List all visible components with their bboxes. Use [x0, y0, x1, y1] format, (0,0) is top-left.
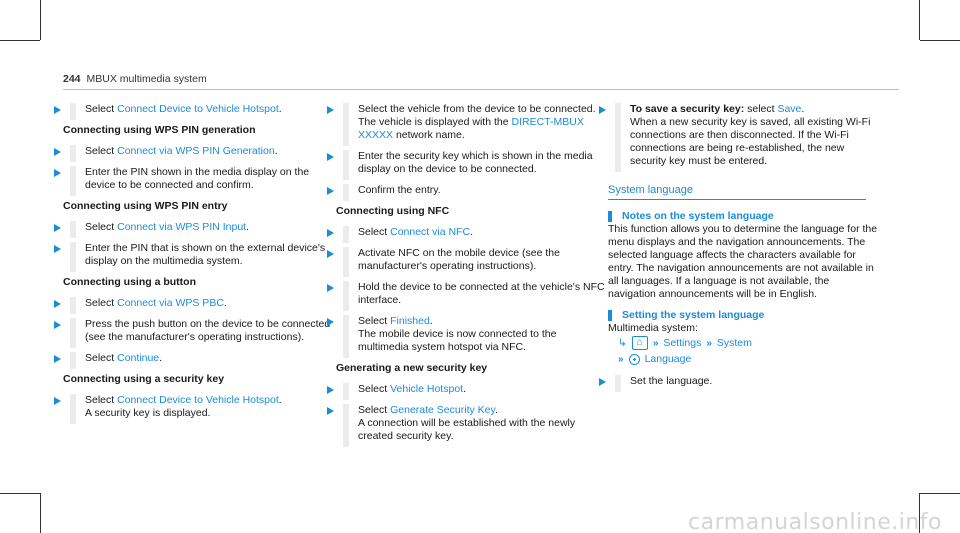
menu-item-link[interactable]: Vehicle Hotspot — [390, 383, 464, 395]
step-arrow-icon — [54, 106, 61, 114]
menu-item-link[interactable]: Connect via WPS PIN Generation — [117, 145, 275, 157]
setting-intro: Multimedia system: — [608, 322, 698, 334]
step-arrow-icon — [327, 250, 334, 258]
menu-item-link[interactable]: Connect via NFC — [390, 226, 471, 238]
step-arrow-icon — [327, 106, 334, 114]
setting-title: Setting the system language — [608, 309, 878, 322]
header-rule — [63, 89, 899, 90]
column-3 — [608, 103, 878, 396]
note-body: This function allows you to determine the language for the menu displays and the navigation announcements. The selected language affects the characters available for entry. The navigation announcements are not available in all languages. If a language is not available, the navigation announcements will be in English. — [608, 223, 878, 300]
menu-item-link[interactable]: Connect via WPS PBC — [117, 297, 224, 309]
step-arrow-icon — [54, 355, 61, 363]
crop-mark — [920, 493, 960, 494]
step-arrow-icon — [54, 245, 61, 253]
page-header — [63, 73, 207, 86]
instruction-step: Select Connect Device to Vehicle Hotspot. — [63, 103, 333, 116]
step-arrow-icon — [327, 229, 334, 237]
column-2 — [336, 103, 606, 451]
menu-item-link[interactable]: Finished — [390, 315, 430, 327]
menu-item-link[interactable]: Save — [777, 103, 802, 115]
step-arrow-icon — [327, 318, 334, 326]
page-header-title: MBUX multimedia system — [86, 73, 207, 85]
globe-icon — [629, 354, 640, 365]
crop-mark — [0, 40, 40, 41]
double-chevron-icon: » — [706, 337, 712, 349]
home-icon[interactable]: ⌂ — [632, 336, 648, 350]
subheading: Connecting using WPS PIN entry — [63, 200, 228, 212]
page-number: 244 — [63, 73, 81, 85]
menu-path — [608, 335, 878, 367]
path-system[interactable]: System — [716, 336, 752, 349]
path-language[interactable]: Language — [644, 352, 692, 365]
watermark: carmanualsonline.info — [688, 510, 942, 533]
section-heading: System language — [608, 184, 866, 200]
instruction-step: Select Finished. The mobile device is now connected to the multimedia system hotspot via NFC. — [336, 315, 606, 354]
crop-mark — [920, 40, 960, 41]
return-arrow-icon: ↳ — [618, 336, 627, 349]
instruction-step: Enter the PIN shown in the media display on the device to be connected and confirm. — [63, 166, 333, 192]
instruction-step: Select Generate Security Key. A connection will be established with the newly created security key. — [336, 404, 606, 443]
network-name: DIRECT-MBUX XXXXX — [358, 116, 584, 141]
instruction-step: Select Continue. — [63, 352, 333, 365]
instruction-step: Select Connect via WPS PIN Input. — [63, 221, 333, 234]
instruction-step: Hold the device to be connected at the vehicle's NFC interface. — [336, 281, 606, 307]
step-arrow-icon — [599, 106, 606, 114]
instruction-step: Enter the PIN that is shown on the external device's display on the multimedia system. — [63, 242, 333, 268]
instruction-step: Enter the security key which is shown in the media display on the device to be connected. — [336, 150, 606, 176]
menu-item-link[interactable]: Generate Security Key — [390, 404, 495, 416]
instruction-step: Select the vehicle from the device to be connected. The vehicle is displayed with the DIRECT-MBUX XXXXX network name. — [336, 103, 606, 142]
subheading: Connecting using a security key — [63, 373, 225, 385]
subheading: Connecting using WPS PIN generation — [63, 124, 256, 136]
step-arrow-icon — [54, 397, 61, 405]
step-arrow-icon — [54, 169, 61, 177]
instruction-step: Press the push button on the device to be connected (see the manufacturer's operating instructions). — [63, 318, 333, 344]
menu-item-link[interactable]: Connect Device to Vehicle Hotspot — [117, 103, 279, 115]
menu-item-link[interactable]: Connect via WPS PIN Input — [117, 221, 247, 233]
subheading: Connecting using NFC — [336, 205, 450, 217]
menu-item-link[interactable]: Continue — [117, 352, 160, 364]
step-arrow-icon — [54, 321, 61, 329]
crop-mark — [0, 493, 40, 494]
step-arrow-icon — [54, 224, 61, 232]
step-arrow-icon — [54, 300, 61, 308]
crop-mark — [919, 0, 920, 40]
step-arrow-icon — [327, 187, 334, 195]
step-arrow-icon — [327, 284, 334, 292]
double-chevron-icon: » — [652, 337, 659, 349]
step-arrow-icon — [327, 153, 334, 161]
step-arrow-icon — [599, 378, 606, 386]
instruction-step: Activate NFC on the mobile device (see the manufacturer's operating instructions). — [336, 247, 606, 273]
instruction-step: Select Connect via WPS PIN Generation. — [63, 145, 333, 158]
instruction-step: Select Connect Device to Vehicle Hotspot. A security key is displayed. — [63, 394, 333, 420]
crop-mark — [40, 0, 41, 40]
instruction-step: Set the language. — [608, 375, 878, 388]
subheading: Connecting using a button — [63, 276, 196, 288]
subheading: Generating a new security key — [336, 362, 488, 374]
instruction-step: Select Vehicle Hotspot. — [336, 383, 606, 396]
instruction-step: Select Connect via NFC. — [336, 226, 606, 239]
note-title: Notes on the system language — [608, 210, 878, 223]
crop-mark — [40, 493, 41, 533]
instruction-step: To save a security key: select Save. When a new security key is saved, all existing Wi-Fi connections are then disconnected. If the Wi-Fi connections are being re-established, the new security key must be entered. — [608, 103, 878, 168]
menu-item-link[interactable]: Connect Device to Vehicle Hotspot — [117, 394, 279, 406]
column-1 — [63, 103, 333, 428]
path-settings[interactable]: Settings — [663, 336, 702, 349]
instruction-step: Confirm the entry. — [336, 184, 606, 197]
step-arrow-icon — [327, 386, 334, 394]
step-arrow-icon — [327, 407, 334, 415]
instruction-step: Select Connect via WPS PBC. — [63, 297, 333, 310]
step-arrow-icon — [54, 148, 61, 156]
double-chevron-icon: » — [618, 353, 624, 365]
